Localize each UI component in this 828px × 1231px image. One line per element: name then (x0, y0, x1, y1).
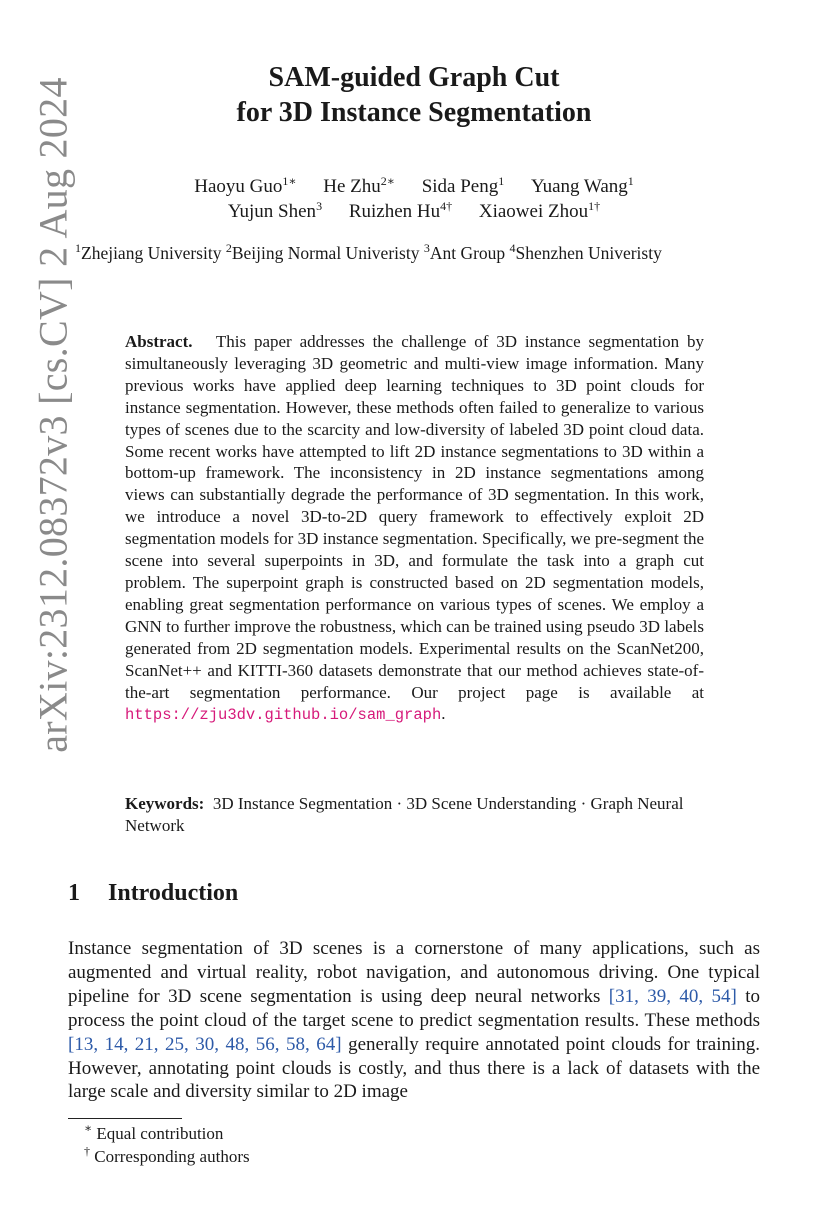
footnote (84, 1121, 224, 1144)
author (531, 176, 634, 197)
author-name: Yuang Wang (530, 176, 628, 197)
author (194, 176, 296, 197)
author-name: He Zhu (323, 176, 381, 197)
authors-row-2 (0, 201, 828, 223)
authors-row-1 (0, 176, 828, 198)
affiliation-mark: 2 (225, 241, 232, 255)
affiliation-name: Beijing Normal Univeristy (231, 243, 420, 263)
project-page-link[interactable]: https://zju3dv.github.io/sam_graph (125, 706, 442, 725)
affiliation-mark: 4 (509, 241, 516, 255)
affiliation-name: Shenzhen Univeristy (515, 243, 662, 263)
author-mark: 1† (588, 199, 601, 213)
author-mark: 3 (316, 199, 323, 213)
author-mark: 1 (498, 174, 505, 188)
arxiv-identifier-stamp (28, 70, 78, 760)
paper-title-line2: for 3D Instance Segmentation (236, 97, 592, 128)
author (323, 176, 395, 197)
author (349, 201, 452, 222)
affiliation-name: Ant Group (429, 243, 506, 263)
author (479, 201, 600, 222)
keywords (125, 793, 725, 837)
footnote-text: Corresponding authors (94, 1147, 250, 1166)
footnote-mark: † (84, 1144, 90, 1158)
author (228, 201, 322, 222)
paper-title-line1: SAM-guided Graph Cut (268, 62, 560, 93)
affiliation-mark: 1 (75, 241, 81, 255)
abstract-text: This paper addresses the challenge of 3D instance segmentation by simultaneously leveraging 3D geometric and multi-view image information. Many previous works have applied deep learning techniques to 3D point clouds for instance segmentation. However, these methods often failed to generalize to various types of scenes due to the scarcity and low-diversity of labeled 3D point cloud data. Some recent works have attempted to lift 2D instance segmentations to 3D within a bottom-up framework. The inconsistency in 2D instance segmentations among views can substantially degrade the performance of 3D segmentation. In this work, we introduce a novel 3D-to-2D query framework to effectively exploit 2D segmentation models for 3D instance segmentation. Specifically, we pre-segment the scene into several superpoints in 3D, and formulate the task into a graph cut problem. The superpoint graph is constructed based on 2D segmentation models, enabling great segmentation performance on various types of scenes. We employ a GNN to further improve the robustness, which can be trained using pseudo 3D labels generated from 2D segmentation models. Experimental results on the ScanNet200, ScanNet++ and KITTI-360 datasets demonstrate that our method achieves state-of-the-art segmentation performance. Our project page is available at (125, 332, 705, 702)
author-name: Ruizhen Hu (348, 201, 441, 222)
author-name: Yujun Shen (227, 201, 317, 222)
affiliations (75, 243, 775, 264)
intro-text-2: to process the point cloud of the target scene to predict segmentation results. These methods (68, 985, 761, 1031)
author-mark: 1∗ (282, 174, 297, 188)
author-name: Haoyu Guo (194, 176, 283, 197)
abstract-label: Abstract. (125, 332, 193, 351)
abstract (125, 331, 704, 727)
citation-link[interactable]: [31, 39, 40, 54] (608, 985, 737, 1007)
section-title: Introduction (108, 880, 239, 906)
intro-text-1: Instance segmentation of 3D scenes is a cornerstone of many applications, such as augmented and virtual reality, robot navigation, and autonomous driving. One typical pipeline for 3D scene segmentation is using deep neural networks (68, 938, 760, 1007)
affiliation-name: Zhejiang University (81, 243, 222, 263)
section-number: 1 (68, 880, 80, 906)
affiliation-mark: 3 (423, 241, 430, 255)
author-mark: 2∗ (380, 174, 395, 188)
author-name: Sida Peng (421, 176, 499, 197)
intro-text-3: generally require annotated point clouds for training. However, annotating point clouds is costly, and thus there is a lack of datasets with the large scale and diversity similar to 2D image (68, 1033, 761, 1103)
footnote-text: Equal contribution (96, 1124, 224, 1143)
keywords-label: Keywords: (125, 794, 205, 813)
arxiv-identifier-text: arXiv:2312.08372v3 [cs.CV] 2 Aug 2024 (30, 77, 76, 753)
citation-link[interactable]: [13, 14, 21, 25, 30, 48, 56, 58, 64] (68, 1033, 342, 1055)
keywords-text: 3D Instance Segmentation · 3D Scene Understanding · Graph Neural Network (125, 794, 684, 835)
abstract-end: . (441, 704, 446, 724)
introduction-paragraph (68, 937, 760, 1104)
author (422, 176, 505, 197)
author-mark: 1 (627, 174, 634, 188)
section-heading (68, 880, 238, 907)
author-mark: 4† (440, 199, 453, 213)
footnote-divider (68, 1118, 182, 1119)
footnote-mark: ∗ (84, 1121, 93, 1135)
footnote (84, 1144, 250, 1167)
author-name: Xiaowei Zhou (478, 201, 589, 222)
